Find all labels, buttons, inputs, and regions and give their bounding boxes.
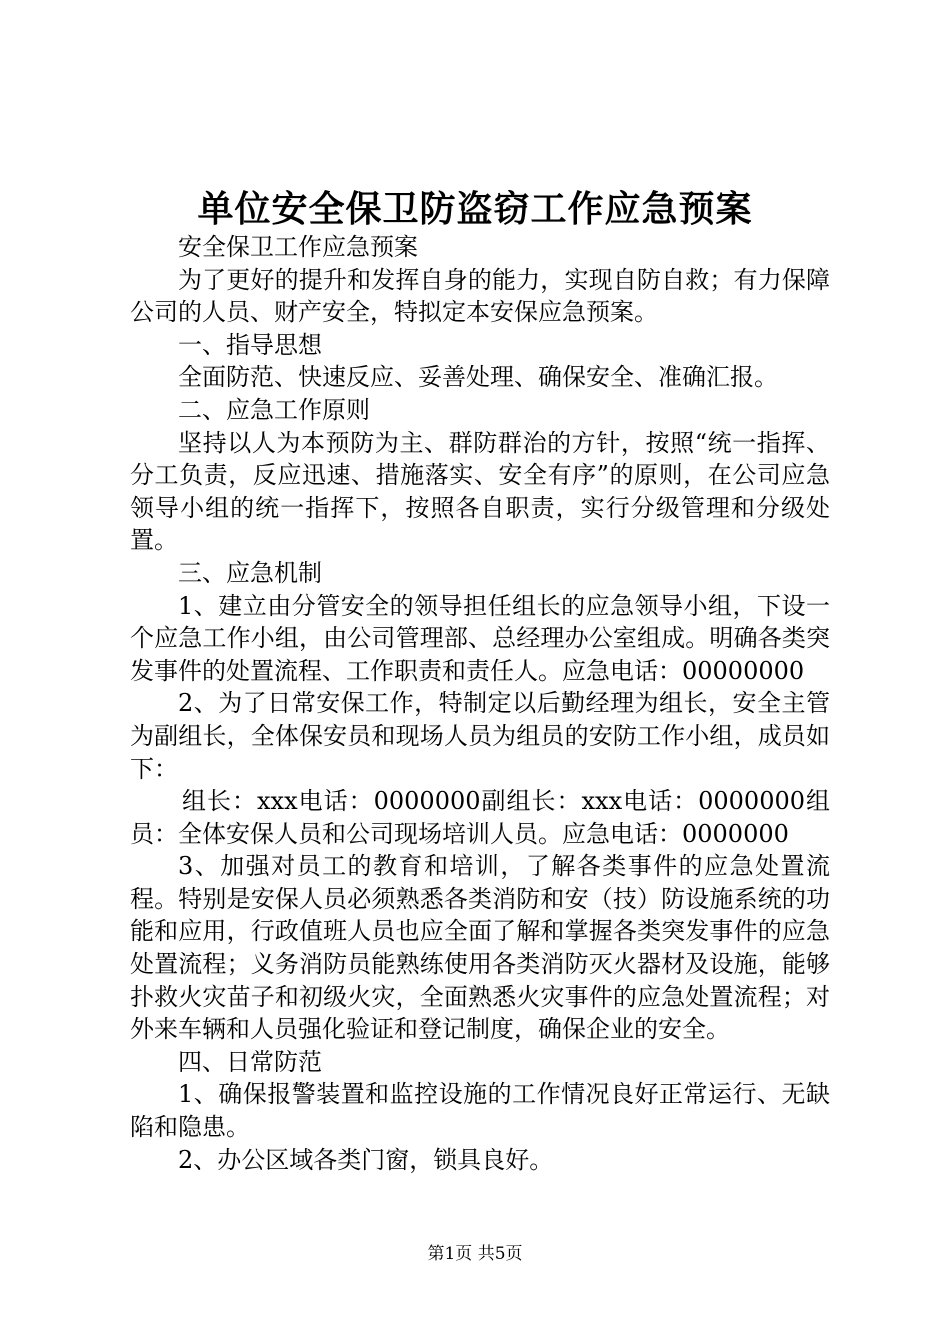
paragraph-daily-1: 1、确保报警装置和监控设施的工作情况良好正常运行、无缺陷和隐患。 — [130, 1080, 830, 1142]
paragraph-subtitle: 安全保卫工作应急预案 — [178, 233, 418, 261]
paragraph-intro: 为了更好的提升和发挥自身的能力，实现自防自救；有力保障公司的人员、财产安全，特拟定本安保应急预案。 — [130, 265, 830, 327]
page-footer: 第1页 共5页 — [427, 1244, 523, 1264]
paragraph-mechanism-2: 2、为了日常安保工作，特制定以后勤经理为组长，安全主管为副组长，全体保安员和现场人员为组员的安防工作小组，成员如下： — [130, 689, 830, 783]
section-heading-mechanism: 三、应急机制 — [178, 558, 322, 587]
document-title: 单位安全保卫防盗窃工作应急预案 — [197, 188, 753, 230]
paragraph-principles: 坚持以人为本预防为主、群防群治的方针，按照“统一指挥、分工负责，反应迅速、措施落实、安全有序”的原则，在公司应急领导小组的统一指挥下，按照各自职责，实行分级管理和分级处置。 — [130, 428, 830, 555]
paragraph-guiding-ideas: 全面防范、快速反应、妥善处理、确保安全、准确汇报。 — [178, 363, 778, 392]
section-heading-principles: 二、应急工作原则 — [178, 395, 370, 424]
paragraph-mechanism-3: 3、加强对员工的教育和培训，了解各类事件的应急处置流程。特别是安保人员必须熟悉各类消防和安（技）防设施系统的功能和应用，行政值班人员也应全面了解和掌握各类突发事件的应急处置流程；义务消防员能熟练使用各类消防灭火器材及设施，能够扑救火灾苗子和初级火灾，全面熟悉火灾事件的应急处置流程；对外来车辆和人员强化验证和登记制度，确保企业的安全。 — [130, 852, 830, 1044]
paragraph-daily-2: 2、办公区域各类门窗，锁具良好。 — [178, 1145, 554, 1174]
paragraph-members: 组长：xxx电话：0000000副组长：xxx电话：0000000组员：全体安保人员和公司现场培训人员。应急电话：0000000 — [130, 787, 830, 848]
section-heading-daily-prevention: 四、日常防范 — [178, 1047, 322, 1076]
document-body — [130, 231, 830, 1176]
section-heading-guiding-ideas: 一、指导思想 — [178, 330, 322, 359]
paragraph-mechanism-1: 1、建立由分管安全的领导担任组长的应急领导小组，下设一个应急工作小组，由公司管理部、总经理办公室组成。明确各类突发事件的处置流程、工作职责和责任人。应急电话：00000000 — [130, 591, 830, 685]
